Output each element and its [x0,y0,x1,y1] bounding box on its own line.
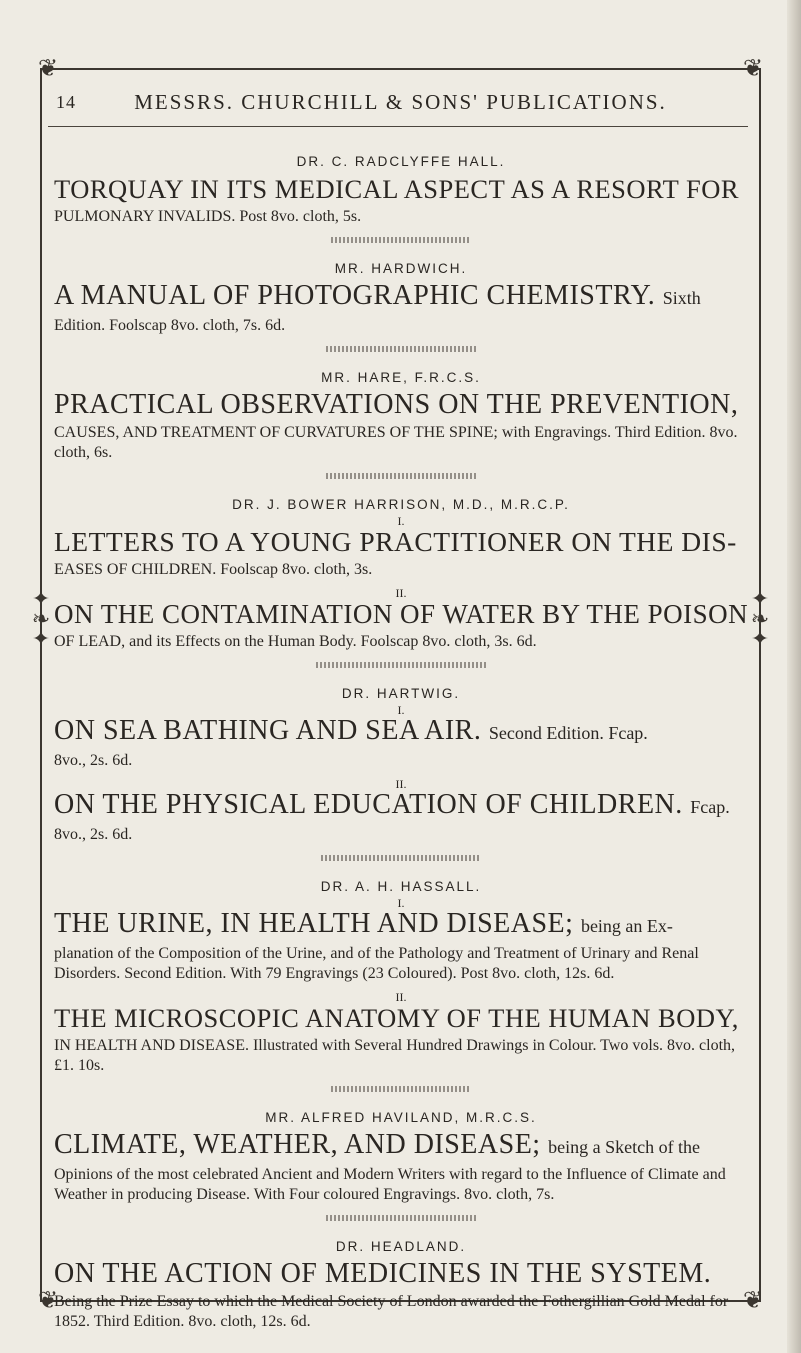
book-description: 8vo., 2s. 6d. [54,752,133,769]
book-title-text: THE MICROSCOPIC ANATOMY OF THE HUMAN BODY, [54,1003,739,1033]
book-title [54,789,748,823]
corner-ornament-bottom-right-icon: ❦ [742,1286,764,1314]
book-title-continuation: being a Sketch of the [548,1137,701,1157]
book-title-text: TORQUAY IN ITS MEDICAL ASPECT AS A RESORT FOR [54,174,740,204]
book-title [54,1258,748,1290]
section-divider [331,1086,471,1092]
catalogue-section [54,686,748,861]
book-title-continuation: Second Edition. Fcap. [488,723,648,743]
book-title [54,526,748,558]
catalogue-section [54,879,748,1092]
book-entry [54,588,748,652]
border-top [40,68,761,70]
book-title-continuation: Sixth [662,288,701,308]
book-entry [54,898,748,984]
running-head-title: MESSRS. CHURCHILL & SONS' PUBLICATIONS. [134,90,667,114]
book-title-text: A MANUAL OF PHOTOGRAPHIC CHEMISTRY. [54,280,656,311]
catalogue-section [54,154,748,243]
side-ornament-left-icon: ✦ ❧ ✦ [31,587,51,652]
catalogue-section [54,261,748,352]
book-title-text: ON THE PHYSICAL EDUCATION OF CHILDREN. [54,789,683,820]
catalogue-section [54,370,748,479]
book-title [54,1129,748,1163]
author-name: DR. HEADLAND. [335,1239,467,1254]
book-title-text: ON THE ACTION OF MEDICINES IN THE SYSTEM. [54,1258,712,1289]
book-description: IN HEALTH AND DISEASE. Illustrated with Several Hundred Drawings in Colour. Two vols. 8vo. cloth, £1. 10s. [54,1037,736,1074]
corner-ornament-top-right-icon: ❦ [742,54,764,82]
book-description: EASES OF CHILDREN. Foolscap 8vo. cloth, 3s. [54,561,373,578]
book-entry [54,389,748,463]
side-ornament-right-icon: ✦ ❧ ✦ [750,587,770,652]
book-entry [54,992,748,1076]
book-description: planation of the Composition of the Urine, and of the Pathology and Treatment of Urinary and Renal Disorders. Second Edition. With 79 Engravings (23 Coloured). Post 8vo. cloth, 12s. 6d. [54,945,699,982]
section-divider [326,1215,476,1221]
section-divider [321,855,481,861]
book-title [54,1002,748,1034]
section-divider [331,237,471,243]
book-title [54,908,748,942]
author-name: MR. HARDWICH. [334,261,468,276]
book-description: PULMONARY INVALIDS. Post 8vo. cloth, 5s. [54,208,362,225]
book-entry [54,173,748,227]
book-description: 8vo., 2s. 6d. [54,826,133,843]
page-number: 14 [56,92,76,112]
book-title-text: CLIMATE, WEATHER, AND DISEASE; [54,1129,541,1160]
entry-numeral: I. [397,703,405,717]
author-name: DR. A. H. HASSALL. [320,879,482,894]
book-entry [54,779,748,845]
book-title [54,598,748,630]
head-rule [48,126,748,127]
entry-numeral: II. [395,777,407,791]
corner-ornament-bottom-left-icon: ❦ [37,1286,59,1314]
entry-numeral: II. [395,990,407,1004]
author-name: DR. J. BOWER HARRISON, M.D., M.R.C.P. [232,497,570,512]
catalogue-section [54,1239,748,1332]
book-title [54,173,748,205]
book-title-text: LETTERS TO A YOUNG PRACTITIONER ON THE DIS- [54,526,737,557]
book-description: Edition. Foolscap 8vo. cloth, 7s. 6d. [54,317,286,334]
border-right [759,68,761,1300]
catalogue-section [54,1110,748,1221]
author-name: MR. ALFRED HAVILAND, M.R.C.S. [265,1110,537,1125]
author-name: DR. HARTWIG. [341,686,461,701]
section-divider [326,473,476,479]
entry-numeral: II. [395,586,407,600]
border-left [40,68,42,1300]
book-title [54,280,748,314]
catalogue-section [54,497,748,668]
page-edge [787,0,801,1353]
book-description: OF LEAD, and its Effects on the Human Body. Foolscap 8vo. cloth, 3s. 6d. [54,633,537,650]
author-name: MR. HARE, F.R.C.S. [321,370,481,385]
section-divider [316,662,486,668]
book-entry [54,1129,748,1205]
book-title-continuation: being an Ex- [580,916,673,936]
entry-numeral: I. [397,896,405,910]
book-title [54,715,748,749]
book-title-text: ON SEA BATHING AND SEA AIR. [54,715,482,746]
book-description: Opinions of the most celebrated Ancient and Modern Writers with regard to the Influence of Climate and Weather in producing Disease. With Four coloured Engravings. 8vo. cloth, 7s. [54,1166,726,1203]
running-head [40,88,761,118]
author-name: DR. C. RADCLYFFE HALL. [296,154,506,169]
book-title-continuation: Fcap. [690,797,730,817]
book-entry [54,280,748,336]
book-title-text: PRACTICAL OBSERVATIONS ON THE PREVENTION, [54,389,739,420]
book-entry [54,705,748,771]
book-title [54,389,748,421]
entry-numeral: I. [397,514,405,528]
book-entry [54,1258,748,1332]
corner-ornament-top-left-icon: ❦ [37,54,59,82]
book-title-text: ON THE CONTAMINATION OF WATER BY THE POISON [54,599,749,629]
book-description: Being the Prize Essay to which the Medical Society of London awarded the Fothergillian Gold Medal for 1852. Third Edition. 8vo. cloth, 12s. 6d. [54,1293,729,1330]
catalogue-list [54,136,748,1332]
book-description: CAUSES, AND TREATMENT OF CURVATURES OF THE SPINE; with Engravings. Third Edition. 8vo. cloth, 6s. [54,424,738,461]
book-title-text: THE URINE, IN HEALTH AND DISEASE; [54,908,574,939]
section-divider [326,346,476,352]
book-entry [54,516,748,580]
